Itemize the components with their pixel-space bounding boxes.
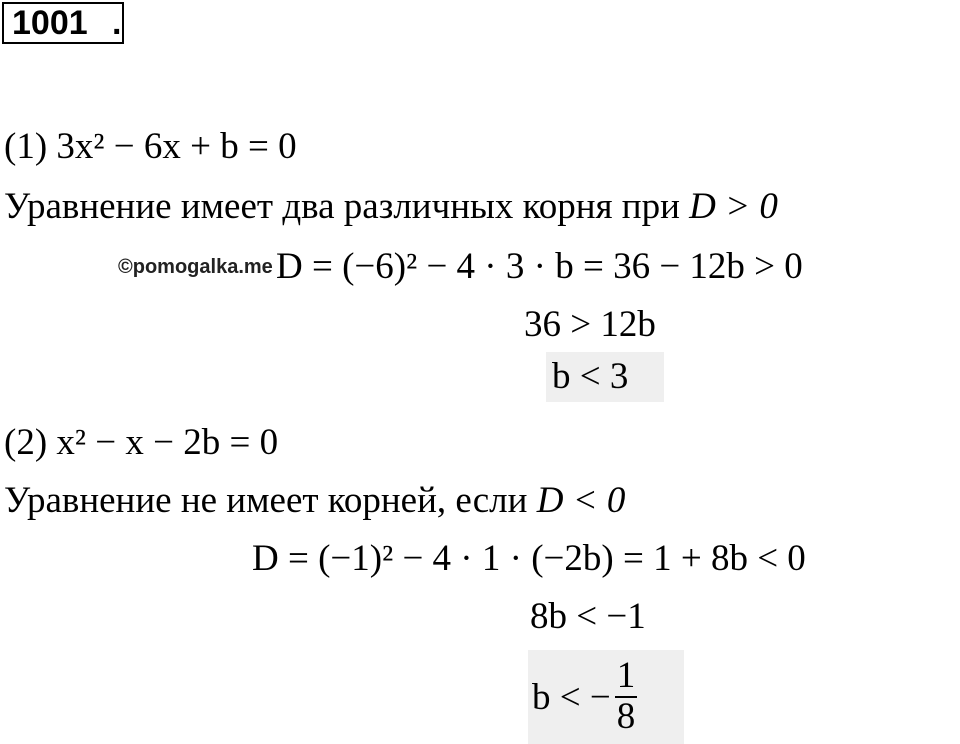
problem-number-dot: . <box>112 4 122 42</box>
part2-discriminant: D = (−1)² − 4 · 1 · (−2b) = 1 + 8b < 0 <box>252 538 806 579</box>
part1-condition-text: Уравнение имеет два различных корня при <box>4 186 690 227</box>
part1-equation: 3x² − 6x + b = 0 <box>56 126 297 167</box>
part1-condition-math: D > 0 <box>689 186 778 227</box>
part2-step: 8b < −1 <box>530 596 646 637</box>
part1-discriminant: D = (−6)² − 4 · 3 · b = 36 − 12b > 0 <box>276 246 803 287</box>
part2-answer-numerator: 1 <box>616 655 636 697</box>
part2-answer-fraction <box>615 657 638 737</box>
part2-answer-denominator: 8 <box>616 696 636 737</box>
part2-condition-line <box>4 482 625 519</box>
part1-condition-line <box>4 188 778 225</box>
part2-equation: x² − x − 2b = 0 <box>56 422 279 463</box>
part1-label: (1) <box>4 126 48 167</box>
part1-answer: b < 3 <box>546 352 664 402</box>
watermark: ©pomogalka.me <box>118 256 273 278</box>
part2-answer-prefix: b < − <box>532 676 611 718</box>
problem-number: 1001 <box>2 2 124 44</box>
part1-equation-line <box>4 128 297 165</box>
part2-answer <box>528 650 684 744</box>
part1-step: 36 > 12b <box>524 304 656 345</box>
part2-condition-text: Уравнение не имеет корней, если <box>4 480 537 521</box>
part2-label: (2) <box>4 422 48 463</box>
part2-condition-math: D < 0 <box>536 480 626 521</box>
part2-equation-line <box>4 424 278 461</box>
